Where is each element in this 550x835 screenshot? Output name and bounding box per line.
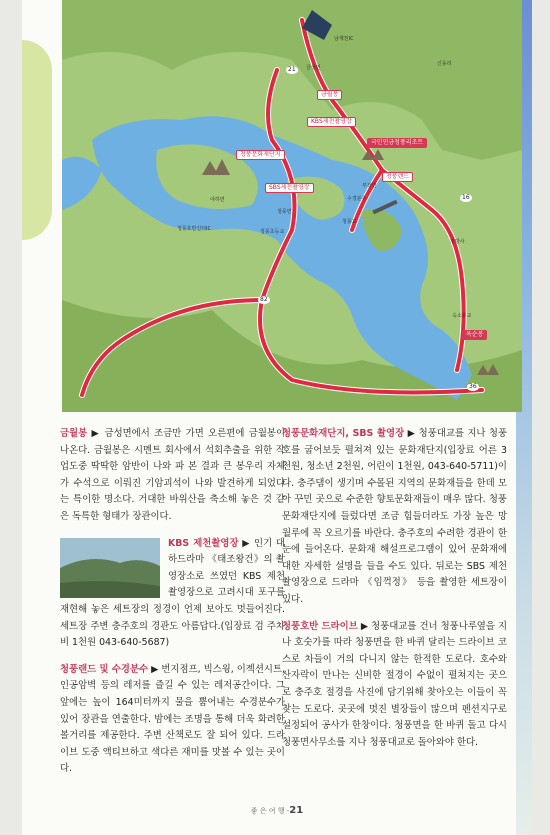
town-jeongbangsa: 정방사 (450, 239, 465, 245)
article-body: 청풍대교를 건너 청풍나루옆을 지나 호숫가를 따라 청풍면을 한 바퀴 달리는 드라이브 코스로 차들이 거의 다니지 않는 한적한 도로다. 호수와 산자락이 만나는 신비한 절경이 수없이 펼쳐지는 곳으로 충주호 절경을 사진에 담기위해 찾아오는 이들이 꼭 찾는 도로다. 곳곳에 멋진 별장들이 많으며 펜션지구로 설정되어 공사가 한창이다. 청풍면을 한 바퀴 돌고 다시 청풍면사무소를 지나 청풍대교로 돌아와야 한다. (282, 620, 508, 748)
label-geumwolbong: 금월봉 (317, 90, 342, 100)
label-oksunbong: 옥순봉 (462, 330, 487, 340)
right-column (282, 426, 507, 761)
map-graphic (62, 0, 522, 412)
article-geumwolbong: 금월봉 ▶ 금성면에서 조금만 가면 오른편에 금월봉이 나온다. 금월봉은 시멘트 회사에서 석회추출을 위한 작업도중 딱딱한 암반이 나와 파 본 결과 큰 봉우리 자체가 수석으로 이뤄진 기암괴석이 나와 발견하게 되었다는 특이한 명소다. 거대한 바위산을 축소해 놓은 것 같은 독특한 형태가 장관이다. (60, 428, 286, 522)
town-cheongpung-school: 청풍초등교 (260, 229, 285, 235)
article-drive: 청풍호반 드라이브 ▶ 청풍대교를 건너 청풍나루옆을 지나 호숫가를 따라 청풍면을 한 바퀴 달리는 드라이브 코스로 차들이 거의 다니지 않는 한적한 도로다. 호수와 산자락이 만나는 신비한 절경이 수없이 펼쳐지는 곳으로 충주호 절경을 사진에 담기위해 찾아오는 이들이 꼭 찾는 도로다. 곳곳에 멋진 별장들이 많으며 펜션지구로 설정되어 공사가 한창이다. 청풍면을 한 바퀴 돌고 다시 청풍면사무소를 지나 청풍대교로 돌아와야 한다. (282, 620, 508, 748)
town-sikyeongjang: 수경분수 (347, 196, 367, 202)
kbs-set-photo (60, 538, 160, 598)
label-cheongpung-munhwa: 청풍문화재단지 (236, 150, 285, 160)
article-munhwa-sbs: 청풍문화재단지, SBS 촬영장 ▶ 청풍대교를 지나 청풍호를 굽어보듯 펼쳐져 있는 문화재단지(입장료 어른 3천원, 청소년 2천원, 어린이 1천원, 043-640-5711)이다. 충주댐이 생기며 수몰된 지역의 문화재들을 한데 모아 꾸민 곳으로 수준한 향토문화재들이 매우 많다. 청풍문화재단지에 들렀다면 조금 힘들더라도 가장 높은 망월루에 꼭 오르기를 바란다. 충주호의 수려한 경관이 한눈에 들어온다. 문화재 해설프로그램이 있어 문화재에 대한 자세한 설명을 들을 수도 있다. 뒤로는 SBS 제천촬영장으로 드라마 《임꺽정》 등을 촬영한 세트장이 있다. (282, 428, 508, 605)
tour-map (62, 0, 522, 412)
article-title: 금월봉 (60, 428, 88, 439)
article-cheongpung-land: 청풍랜드 및 수경분수 ▶ 번지점프, 빅스윙, 이젝션시트, 인공암벽 등의 레저를 즐길 수 있는 레저공간이다. 그 앞에는 높이 164미터까지 물을 뿜어내는 수경분수가 있어 장관을 연출한다. 밤에는 조명을 통해 더욱 화려한 볼거리를 제공한다. 주변 산책로도 잘 되어 있다. 드라이브 도중 액티브하고 색다른 재미를 맛볼 수 있는 곳이다. (60, 663, 285, 775)
magazine-name: 좋 은 여 행 - (250, 807, 290, 815)
town-yuahyeon: 야하면 (210, 197, 225, 203)
label-kbs: KBS제천촬영장 (307, 117, 356, 127)
page-footer (22, 805, 532, 816)
page-number: 21 (289, 805, 304, 816)
road-36: 36 (469, 383, 477, 390)
label-resort: 국민연금청풍리조트 (367, 138, 427, 148)
label-land: 청풍랜드 (382, 172, 413, 182)
article-body: 금성면에서 조금만 가면 오른편에 금월봉이 나온다. 금월봉은 시멘트 회사에서 석회추출을 위한 작업도중 딱딱한 암반이 나와 파 본 결과 큰 봉우리 자체가 수석으로 이뤄진 기암괴석이 나와 발견하게 되었다는 특이한 명소다. 거대한 바위산을 축소해 놓은 것 같은 독특한 형태가 장관이다. (60, 428, 286, 522)
article-kbs: KBS 제천촬영장 ▶ 인기 대하드라마 《태조왕건》의 촬영장소로 쓰였던 KBS 제천 촬영장으로 고려시대 포구를 재현해 놓은 세트장의 정경이 언제 보아도 멋들어진다. 세트장 주변 충주호의 경관도 아름답다.(입장료 검 주차비 1천원 043-640-5687) (60, 537, 285, 649)
article-body: 인기 대하드라마 《태조왕건》의 촬영장소로 쓰였던 KBS 제천 촬영장으로 고려시대 포구를 재현해 놓은 세트장의 정경이 언제 보아도 멋들어진다. 세트장 주변 충주호의 경관도 아름답다.(입장료 검 주차비 1천원 043-640-5687) (60, 537, 285, 649)
road-82: 82 (260, 296, 268, 303)
town-okjeong: 옥소봉교 (452, 313, 472, 319)
town-cheongpung-myeon: 청풍면 (277, 209, 292, 215)
magazine-page (22, 0, 532, 835)
town-namcheon: 남제천IC (334, 36, 354, 42)
town-hosu-ic: 청풍호반진터IC (177, 226, 211, 232)
road-21: 21 (288, 66, 296, 73)
article-title: 청풍랜드 및 수경분수 (60, 663, 149, 675)
article-body: 번지점프, 빅스윙, 이젝션시트, 인공암벽 등의 레저를 즐길 수 있는 레저공간이다. 그 앞에는 높이 164미터까지 물을 뿜어내는 수경분수가 있어 장관을 연출한다. 밤에는 조명을 통해 더욱 화려한 볼거리를 제공한다. 주변 산책로도 잘 되어 있다. 드라이브 도중 액티브하고 색다른 재미를 맛볼 수 있는 곳이다. (60, 663, 285, 775)
article-title: 청풍문화재단지, SBS 촬영장 (282, 428, 405, 439)
town-bucheong: 부장면 (362, 183, 377, 189)
article-title: 청풍호반 드라이브 (282, 620, 358, 632)
article-body: 청풍대교를 지나 청풍호를 굽어보듯 펼쳐져 있는 문화재단지(입장료 어른 3천원, 청소년 2천원, 어린이 1천원, 043-640-5711)이다. 충주댐이 생기며 수몰된 지역의 문화재들을 한데 모아 꾸민 곳으로 수준한 향토문화재들이 매우 많다. 청풍문화재단지에 들렀다면 조금 힘들더라도 가장 높은 망월루에 꼭 오르기를 바란다. 충주호의 수려한 경관이 한눈에 들어온다. 문화재 해설프로그램이 있어 문화재에 대한 자세한 설명을 들을 수도 있다. 뒤로는 SBS 제천촬영장으로 드라마 《임꺽정》 등을 촬영한 세트장이 있다. (282, 428, 508, 605)
town-sindong: 신동리 (437, 61, 452, 67)
road-16: 16 (462, 194, 470, 201)
left-column (60, 426, 285, 788)
decorative-leaf (22, 40, 52, 240)
town-geumseong: 금성면 (306, 65, 321, 71)
article-title: KBS 제천촬영장 (168, 537, 239, 549)
town-cheongpunggyo: 청풍교 (342, 219, 357, 225)
label-sbs: SBS제천촬영장 (265, 183, 314, 193)
